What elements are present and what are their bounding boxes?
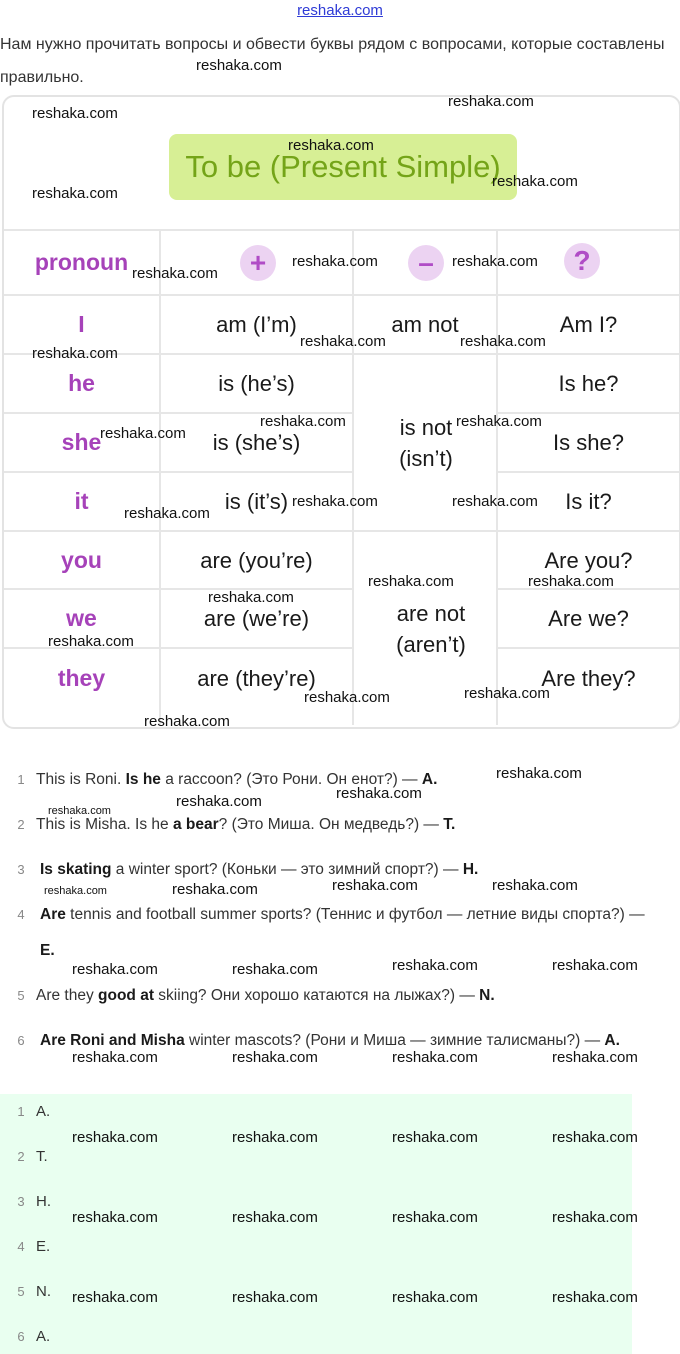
pronoun-she: she	[61, 429, 102, 455]
watermark: reshaka.com	[392, 1049, 478, 1066]
watermark: reshaka.com	[260, 413, 346, 430]
watermark: reshaka.com	[392, 957, 478, 974]
watermark: reshaka.com	[452, 253, 538, 270]
question-they: Are they?	[541, 665, 636, 691]
watermark: reshaka.com	[288, 137, 374, 154]
watermark: reshaka.com	[72, 1209, 158, 1226]
pronoun-he: he	[68, 370, 95, 396]
watermark: reshaka.com	[232, 1049, 318, 1066]
watermark: reshaka.com	[368, 573, 454, 590]
watermark: reshaka.com	[552, 1289, 638, 1306]
col-header-pronoun: pronoun	[34, 249, 129, 275]
watermark: reshaka.com	[232, 1289, 318, 1306]
positive-she: is (she’s)	[212, 430, 301, 455]
pronoun-they: they	[57, 664, 106, 691]
question-icon: ?	[564, 243, 600, 279]
watermark: reshaka.com	[232, 961, 318, 978]
watermark: reshaka.com	[144, 713, 230, 730]
watermark: reshaka.com	[336, 785, 422, 802]
watermark: reshaka.com	[464, 685, 550, 702]
watermark: reshaka.com	[332, 877, 418, 894]
watermark: reshaka.com	[392, 1289, 478, 1306]
list-item: This is Misha. Is he a bear? (Это Миша. Он медведь?) — T.	[36, 816, 456, 833]
watermark: reshaka.com	[32, 105, 118, 122]
question-it: Is it?	[565, 489, 612, 514]
question-number: 5	[17, 988, 25, 1003]
pronoun-you: you	[61, 546, 102, 573]
watermark: reshaka.com	[48, 633, 134, 650]
pronoun-we: we	[66, 605, 97, 631]
positive-he: is (he’s)	[218, 371, 295, 396]
question-number: 6	[17, 1033, 25, 1048]
watermark: reshaka.com	[304, 689, 390, 706]
watermark: reshaka.com	[232, 1129, 318, 1146]
question-number: 3	[17, 862, 25, 877]
positive-we: are (we’re)	[203, 606, 310, 631]
watermark: reshaka.com	[196, 57, 282, 74]
question-i: Am I?	[559, 312, 618, 337]
list-item: Are Roni and Misha winter mascots? (Рони и Миша — зимние талисманы?) — A.	[40, 1032, 620, 1049]
plus-icon: +	[240, 245, 276, 281]
minus-icon: –	[408, 245, 444, 281]
positive-they: are (they’re)	[197, 665, 316, 691]
question-you: Are you?	[544, 547, 633, 573]
positive-it: is (it’s)	[224, 489, 289, 514]
site-link[interactable]: reshaka.com	[297, 2, 383, 19]
watermark: reshaka.com	[72, 1129, 158, 1146]
watermark: reshaka.com	[32, 185, 118, 202]
watermark: reshaka.com	[132, 265, 218, 282]
watermark: reshaka.com	[448, 93, 534, 110]
watermark: reshaka.com	[292, 253, 378, 270]
watermark: reshaka.com	[392, 1129, 478, 1146]
watermark: reshaka.com	[460, 333, 546, 350]
watermark: reshaka.com	[124, 505, 210, 522]
answers-panel: 1 A. 2 T. 3 H. 4 E. 5 N. 6 A.	[0, 1094, 632, 1354]
positive-you: are (you’re)	[200, 547, 313, 573]
watermark: reshaka.com	[552, 1129, 638, 1146]
list-item: Is skating a winter sport? (Коньки — это зимний спорт?) — H.	[40, 861, 479, 878]
list-item: This is Roni. Is he a raccoon? (Это Рони. Он енот?) — A.	[36, 771, 438, 788]
watermark: reshaka.com	[552, 1209, 638, 1226]
table-title: To be (Present Simple)	[169, 134, 517, 200]
pronoun-it: it	[74, 488, 89, 514]
watermark: reshaka.com	[100, 425, 186, 442]
watermark: reshaka.com	[492, 173, 578, 190]
watermark: reshaka.com	[44, 885, 107, 897]
watermark: reshaka.com	[176, 793, 262, 810]
watermark: reshaka.com	[208, 589, 294, 606]
watermark: reshaka.com	[292, 493, 378, 510]
question-she: Is she?	[553, 430, 624, 455]
watermark: reshaka.com	[528, 573, 614, 590]
watermark: reshaka.com	[456, 413, 542, 430]
watermark: reshaka.com	[72, 1289, 158, 1306]
watermark: reshaka.com	[496, 765, 582, 782]
pronoun-i: I	[78, 311, 85, 337]
list-item: Are tennis and football summer sports? (Теннис и футбол — летние виды спорта?) — E.	[40, 906, 645, 959]
negative-is: is not (isn’t)	[399, 414, 453, 471]
watermark: reshaka.com	[392, 1209, 478, 1226]
watermark: reshaka.com	[452, 493, 538, 510]
watermark: reshaka.com	[72, 961, 158, 978]
negative-are: are not (aren’t)	[396, 600, 466, 657]
question-we: Are we?	[548, 606, 629, 631]
watermark: reshaka.com	[72, 1049, 158, 1066]
question-number: 2	[17, 817, 25, 832]
question-number: 4	[17, 907, 25, 922]
list-item: Are they good at skiing? Они хорошо катаются на лыжах?) — N.	[36, 987, 495, 1004]
watermark: reshaka.com	[300, 333, 386, 350]
question-he: Is he?	[558, 371, 619, 396]
watermark: reshaka.com	[552, 957, 638, 974]
intro-text: Нам нужно прочитать вопросы и обвести буквы рядом с вопросами, которые составлены правильно.	[0, 36, 665, 86]
watermark: reshaka.com	[32, 345, 118, 362]
watermark: reshaka.com	[492, 877, 578, 894]
question-number: 1	[17, 772, 25, 787]
watermark: reshaka.com	[232, 1209, 318, 1226]
negative-am: am not	[391, 312, 459, 337]
positive-i: am (I’m)	[216, 312, 297, 337]
watermark: reshaka.com	[48, 805, 111, 817]
watermark: reshaka.com	[552, 1049, 638, 1066]
watermark: reshaka.com	[172, 881, 258, 898]
